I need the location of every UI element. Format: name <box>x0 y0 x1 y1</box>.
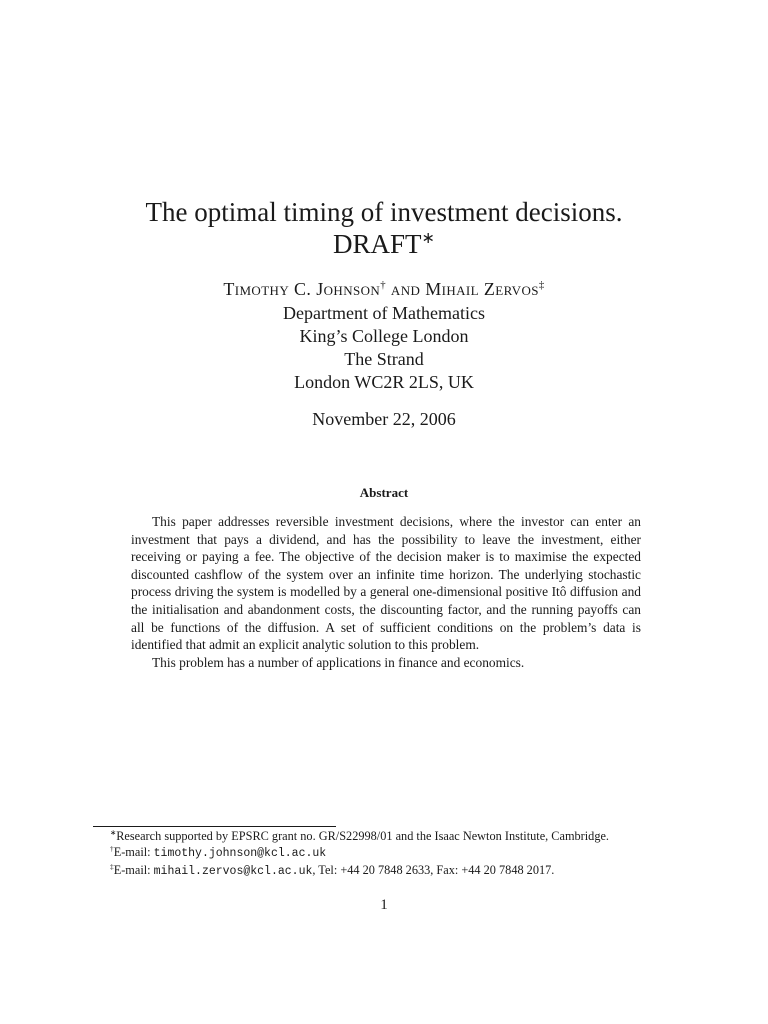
paper-date: November 22, 2006 <box>312 409 456 429</box>
affiliation-department: Department of Mathematics <box>283 303 485 323</box>
footnote-2-label: E-mail: <box>113 845 154 859</box>
title-line-1: The optimal timing of investment decisions. <box>145 197 623 227</box>
abstract-paragraph-2: This problem has a number of applications in finance and economics. <box>152 654 525 670</box>
affiliation-street: The Strand <box>344 349 424 369</box>
footnote-3-mark: ‡ <box>110 861 114 871</box>
paper-title <box>0 196 768 260</box>
footnote-2-mark: † <box>110 843 114 853</box>
author-conjunction: and <box>390 279 421 299</box>
author-2-name: Mihail Zervos <box>425 279 539 299</box>
title-draft: DRAFT <box>332 229 422 259</box>
footnote-2 <box>110 844 730 862</box>
author-1-mark: † <box>380 279 387 291</box>
page-number: 1 <box>380 897 388 913</box>
footnote-2-email[interactable]: timothy.johnson@kcl.ac.uk <box>153 847 327 860</box>
footnote-3-contact: , Tel: +44 20 7848 2633, Fax: +44 20 7848 2017. <box>312 863 555 877</box>
footnotes <box>110 828 730 880</box>
title-line-2 <box>0 228 768 260</box>
footnote-1-mark: ∗ <box>110 827 117 837</box>
author-2-mark: ‡ <box>538 279 545 291</box>
affiliation-college: King’s College London <box>299 326 469 346</box>
footnote-3-email[interactable]: mihail.zervos@kcl.ac.uk <box>153 865 313 878</box>
author-line <box>0 278 768 301</box>
footnote-1 <box>110 828 730 844</box>
footnote-3-label: E-mail: <box>113 863 154 877</box>
footnote-1-text: Research supported by EPSRC grant no. GR/S22998/01 and the Isaac Newton Institute, Cambridge. <box>116 829 610 843</box>
abstract-heading: Abstract <box>359 485 409 500</box>
abstract-paragraph-1: This paper addresses reversible investment decisions, where the investor can enter an investment that pays a dividend, and has the possibility to leave the investment, either receiving or paying a fee. The objective of the decision maker is to maximise the expected discounted cashflow of the system over an infinite time horizon. The underlying stochastic process driving the system is modelled by a general one-dimensional positive Itô diffusion and the initialisation and abandonment costs, the discounting factor, and the running payoffs can all be functions of the diffusion. A set of sufficient conditions on the problem’s data is identified that admit an explicit analytic solution to this problem. <box>131 514 641 653</box>
footnote-rule <box>93 826 336 827</box>
affiliation-block <box>0 302 768 394</box>
abstract-body <box>131 513 641 671</box>
footnote-3 <box>110 862 730 880</box>
title-footnote-mark: ∗ <box>421 229 436 247</box>
author-1-name: Timothy C. Johnson <box>223 279 381 299</box>
affiliation-city: London WC2R 2LS, UK <box>294 372 474 392</box>
